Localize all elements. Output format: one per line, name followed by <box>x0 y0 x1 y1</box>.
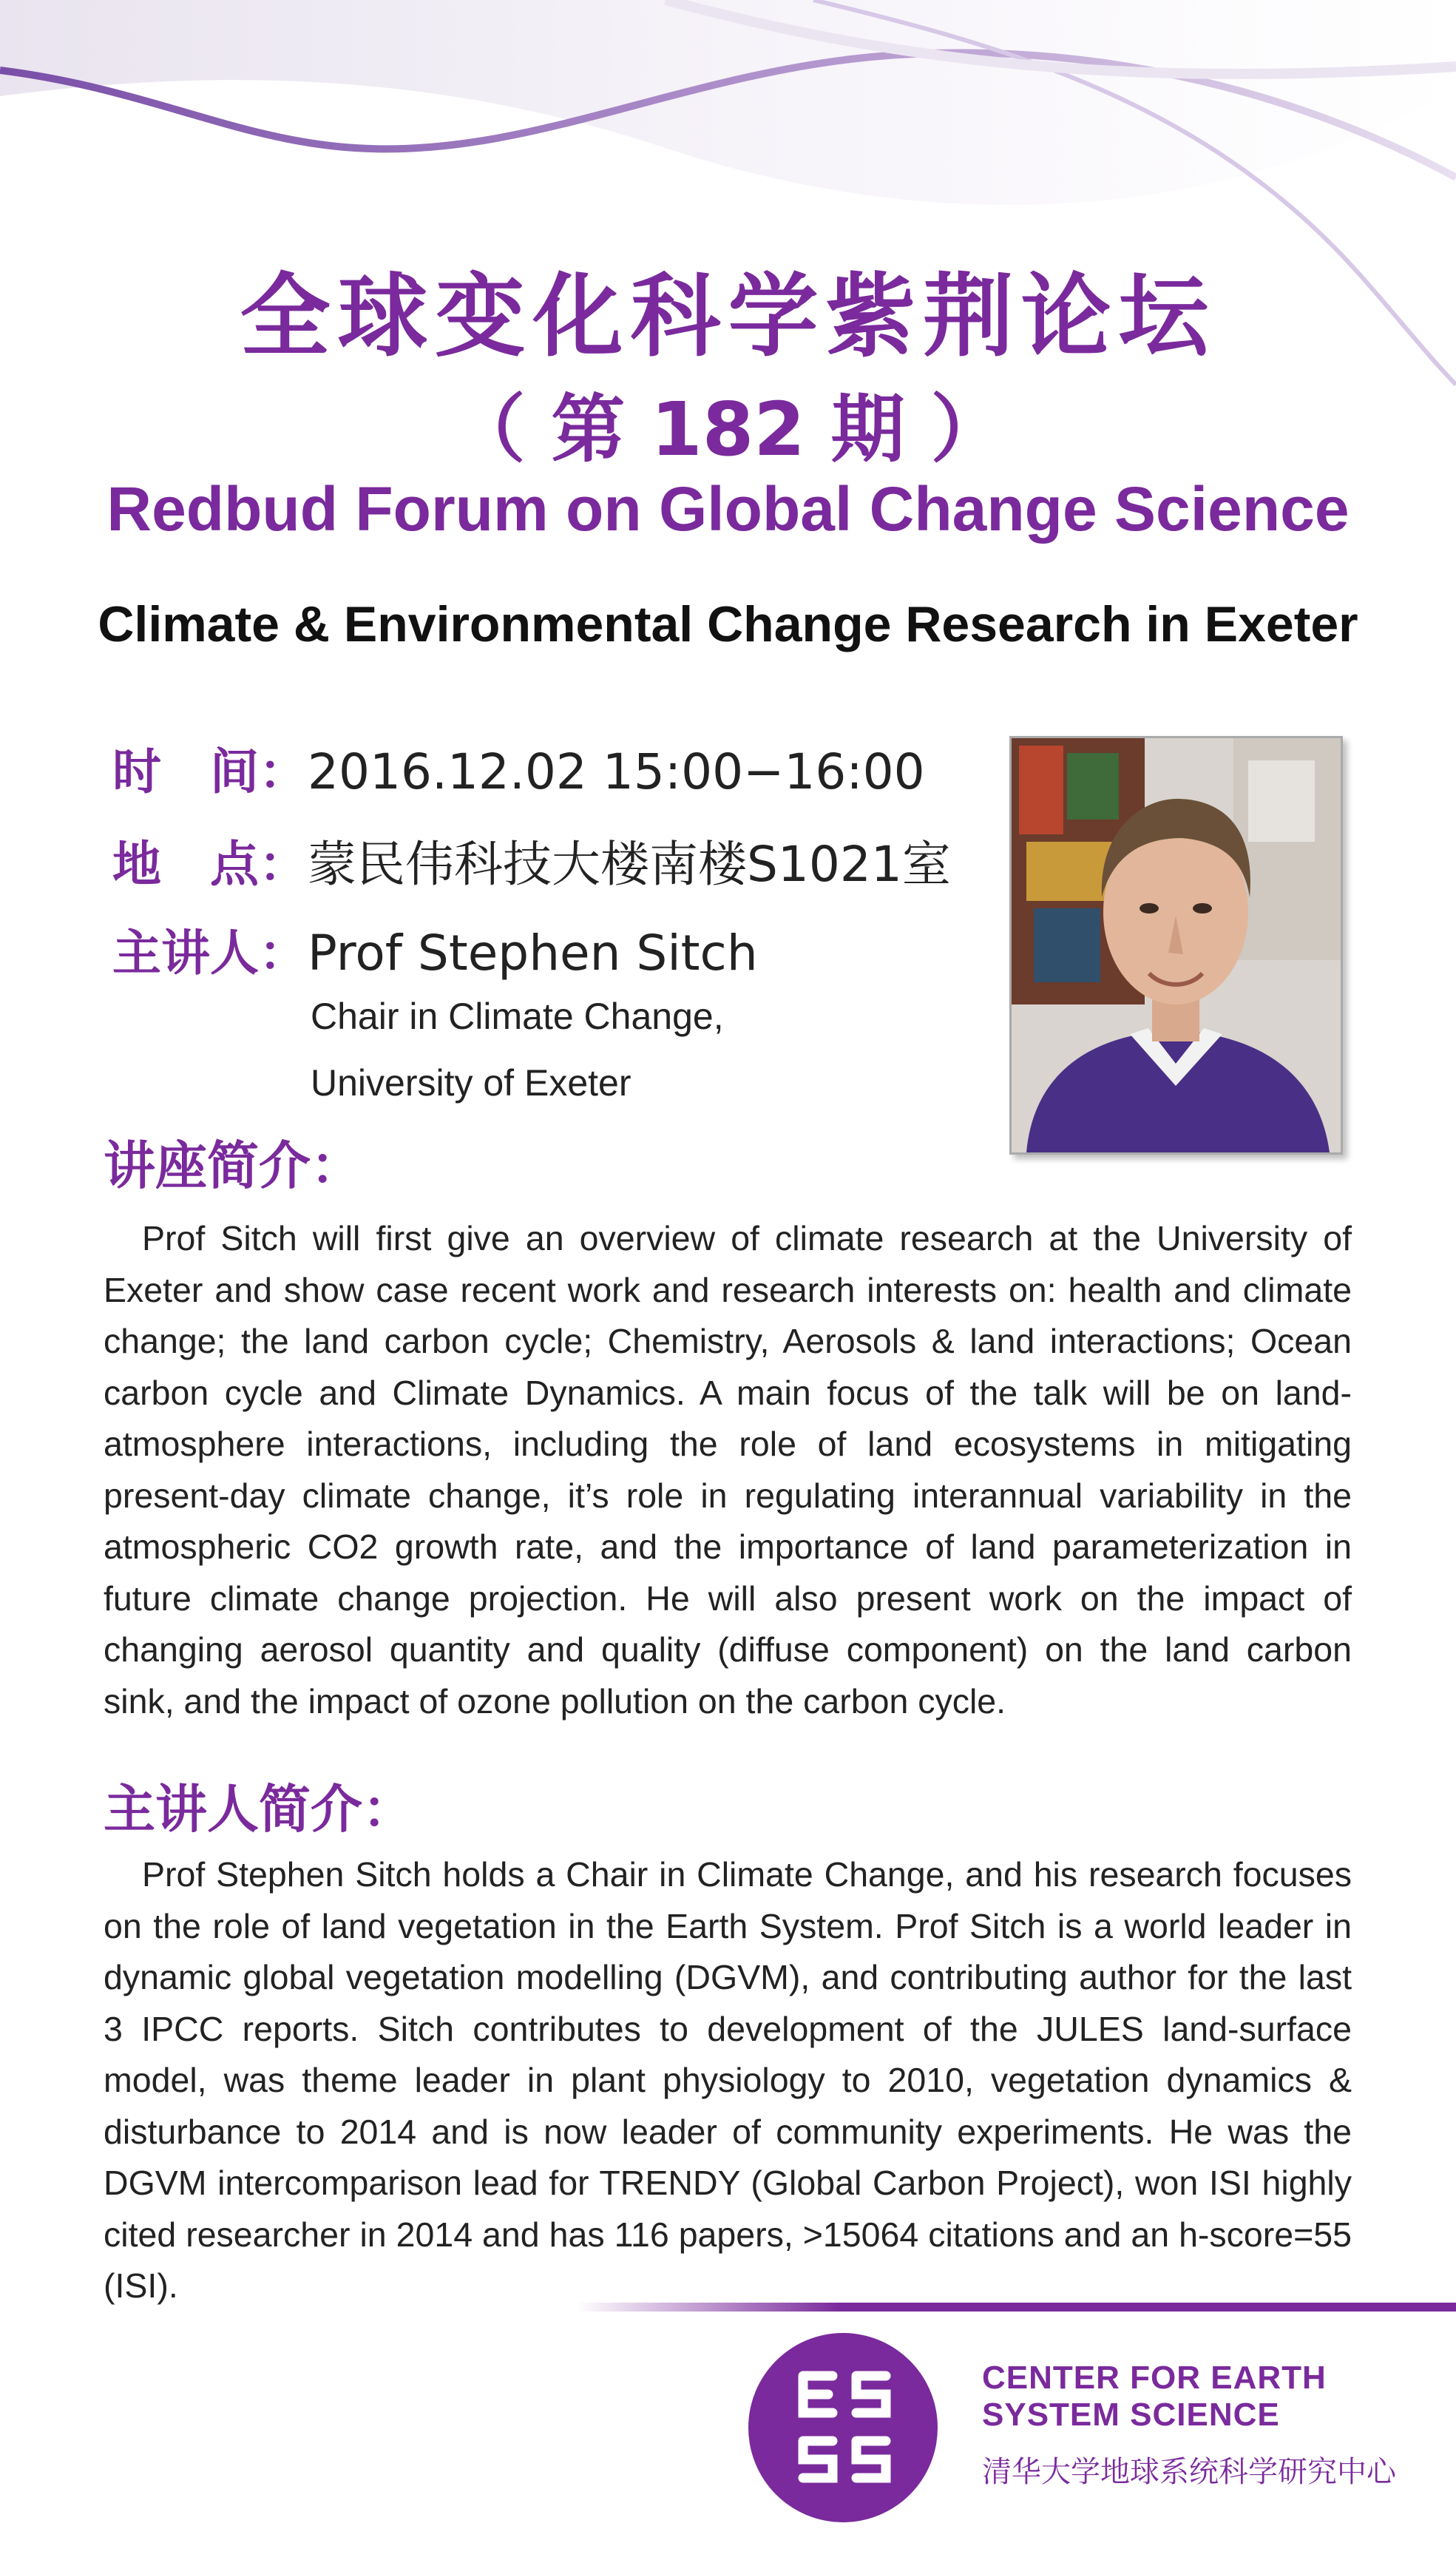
time-label: 时 间： <box>112 743 308 800</box>
forum-title-english: Redbud Forum on Global Change Science <box>106 474 1350 544</box>
issue-number: （ 第 182 期 ） <box>451 386 1005 473</box>
org-name-chinese: 清华大学地球系统科学研究中心 <box>982 2455 1396 2489</box>
place-label: 地 点： <box>112 836 308 893</box>
speaker-label: 主讲人： <box>112 925 308 982</box>
bio-heading: 主讲人简介： <box>104 1779 414 1840</box>
talk-title: Climate & Environmental Change Research in Exeter <box>98 596 1358 652</box>
abstract-text: Prof Sitch will first give an overview of climate research at the University of Exeter and show case recent work and research interests on: health and climate change; the land carbon cycle; Chemistry, Aerosols & land interactions; Ocean carbon cycle and Climate Dynamics. A main focus of the talk will be on land-atmosphere interactions, including the role of land ecosystems in mitigating present-day climate change, it’s role in regulating interannual variability in the atmospheric CO2 growth rate, and the importance of land parameterization in future climate change projection. He will also present work on the impact of changing aerosol quantity and quality (diffuse component) on the land carbon sink, and the impact of ozone pollution on the carbon cycle. <box>104 1219 1352 1721</box>
speaker-affiliation-university: University of Exeter <box>311 1062 632 1104</box>
place-value: 蒙民伟科技大楼南楼S1021室 <box>308 836 951 893</box>
place-row <box>112 825 951 895</box>
speaker-name: Prof Stephen Sitch <box>308 925 758 982</box>
footer-divider <box>577 2303 1456 2312</box>
time-row <box>112 732 925 803</box>
speaker-photo <box>1009 736 1343 1155</box>
bio-text: Prof Stephen Sitch holds a Chair in Climate Change, and his research focuses on the role of land vegetation in the Earth System. Prof Sitch is a world leader in dynamic global vegetation modelling (DGVM), and contributing author for the last 3 IPCC reports. Sitch contributes to development of the JULES land-surface model, was theme leader in plant physiology to 2010, vegetation dynamics & disturbance to 2014 and is now leader of community experiments. He was the DGVM intercomparison lead for TRENDY (Global Carbon Project), won ISI highly cited researcher in 2014 and has 116 papers, >15064 citations and an h-score=55 (ISI). <box>104 1855 1352 2305</box>
time-value: 2016.12.02 15:00−16:00 <box>308 743 925 800</box>
speaker-affiliation-title: Chair in Climate Change, <box>311 996 724 1037</box>
speaker-row <box>112 914 758 984</box>
forum-title-chinese: 全球变化科学紫荆论坛 <box>240 264 1216 369</box>
abstract-heading: 讲座简介： <box>104 1135 362 1196</box>
center-logo-icon <box>745 2330 941 2526</box>
org-name-en-line1: CENTER FOR EARTH <box>982 2360 1327 2396</box>
org-name-en-line2: SYSTEM SCIENCE <box>982 2397 1280 2433</box>
